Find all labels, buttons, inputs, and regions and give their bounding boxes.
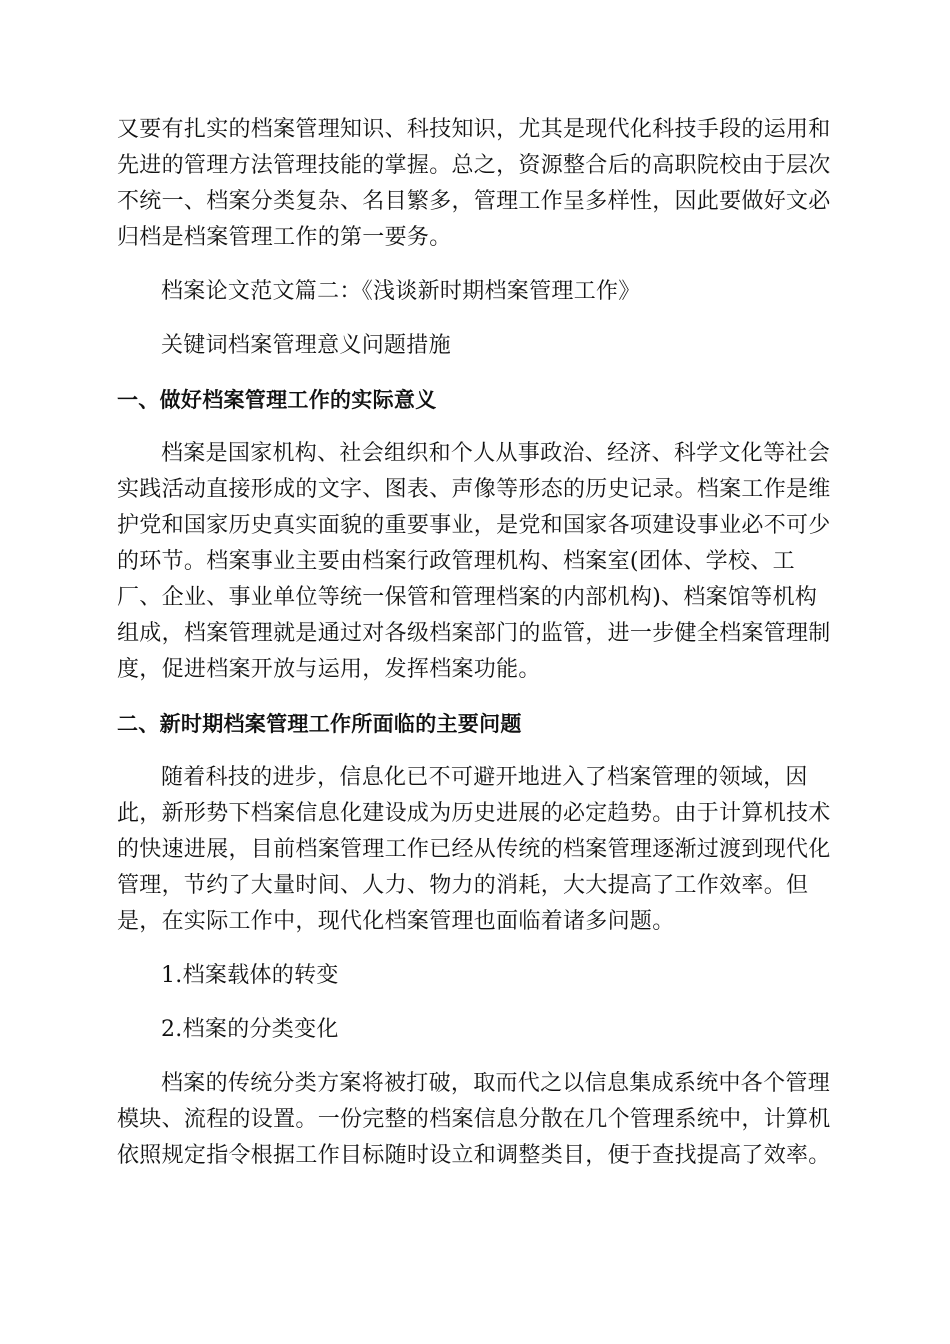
text-line: 的快速进展，目前档案管理工作已经从传统的档案管理逐渐过渡到现代化 (117, 837, 831, 862)
paragraph-classification (117, 1066, 833, 1174)
text-line: 档案的传统分类方案将被打破，取而代之以信息集成系统中各个管理 (161, 1071, 831, 1096)
section-heading-1: 一、做好档案管理工作的实际意义 (117, 388, 437, 412)
text-line: 不统一、档案分类复杂、名目繁多，管理工作呈多样性，因此要做好文必 (117, 189, 831, 214)
text-line: 依照规定指令根据工作目标随时设立和调整类目，便于查找提高了效率。 (117, 1143, 831, 1168)
text-line: 先进的管理方法管理技能的掌握。总之，资源整合后的高职院校由于层次 (117, 153, 831, 178)
text-line: 实践活动直接形成的文字、图表、声像等形态的历史记录。档案工作是维 (117, 477, 831, 502)
text-line: 是，在实际工作中，现代化档案管理也面临着诸多问题。 (117, 909, 675, 934)
text-line: 模块、流程的设置。一份完整的档案信息分散在几个管理系统中，计算机 (117, 1107, 831, 1132)
text-line: 组成，档案管理就是通过对各级档案部门的监管，进一步健全档案管理制 (117, 621, 831, 646)
text-line: 档案是国家机构、社会组织和个人从事政治、经济、科学文化等社会 (161, 441, 831, 466)
paragraph-archive-knowledge (117, 112, 833, 256)
text-line: 归档是档案管理工作的第一要务。 (117, 225, 452, 250)
text-line: 厂、企业、事业单位等统一保管和管理档案的内部机构)、档案馆等机构 (117, 585, 818, 610)
paragraph-archive-meaning (117, 436, 833, 688)
text-line: 随着科技的进步，信息化已不可避开地进入了档案管理的领域，因 (161, 765, 808, 790)
keywords-line: 关键词档案管理意义问题措施 (161, 333, 451, 358)
paragraph-main-problems (117, 760, 833, 940)
document-page (117, 112, 833, 1174)
text-line: 护党和国家历史真实面貌的重要事业，是党和国家各项建设事业必不可少 (117, 513, 831, 538)
list-item-2: 2.档案的分类变化 (161, 1017, 339, 1042)
text-line: 管理，节约了大量时间、人力、物力的消耗，大大提高了工作效率。但 (117, 873, 809, 898)
section-heading-2: 二、新时期档案管理工作所面临的主要问题 (117, 712, 522, 736)
list-item-1: 1.档案载体的转变 (161, 963, 339, 988)
text-line: 此，新形势下档案信息化建设成为历史进展的必定趋势。由于计算机技术 (117, 801, 831, 826)
text-line: 的环节。档案事业主要由档案行政管理机构、档案室(团体、学校、工 (117, 549, 795, 574)
text-line: 度，促进档案开放与运用，发挥档案功能。 (117, 657, 541, 682)
text-line: 又要有扎实的档案管理知识、科技知识，尤其是现代化科技手段的运用和 (117, 117, 831, 142)
article-title: 档案论文范文篇二：《浅谈新时期档案管理工作》 (161, 279, 641, 304)
